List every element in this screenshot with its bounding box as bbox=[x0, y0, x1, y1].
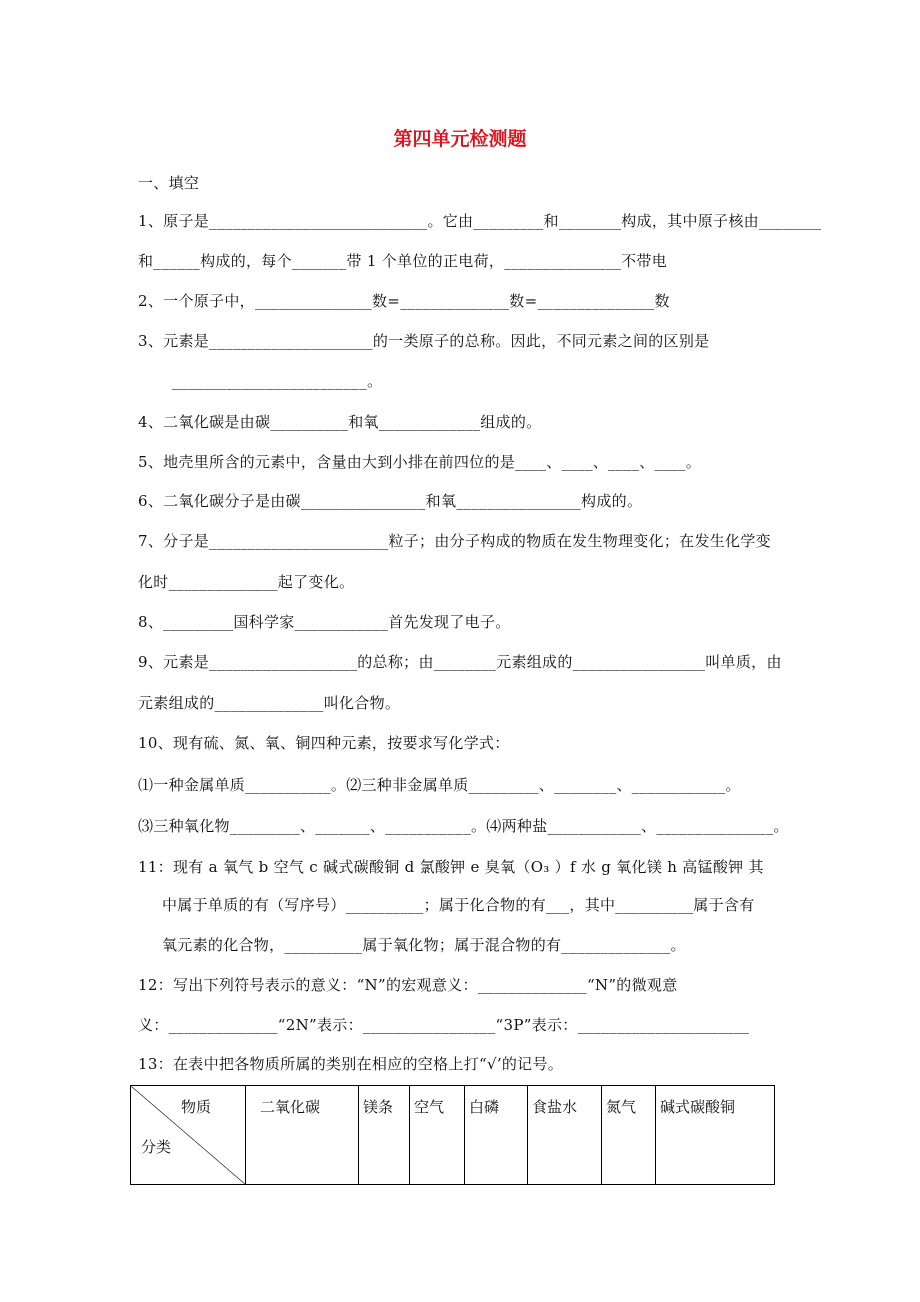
question-line: 8、_________国科学家____________首先发现了电子。 bbox=[138, 613, 511, 631]
question-line: 元素组成的______________叫化合物。 bbox=[138, 694, 401, 712]
classification-table bbox=[130, 1085, 775, 1185]
header-top-label: 物质 bbox=[181, 1098, 212, 1116]
column-header: 食盐水 bbox=[528, 1086, 602, 1185]
column-header: 镁条 bbox=[359, 1086, 410, 1185]
question-line: 13：在表中把各物质所属的类别在相应的空格上打“√’的记号。 bbox=[138, 1055, 564, 1073]
column-header: 氮气 bbox=[602, 1086, 656, 1185]
question-line: ⑴一种金属单质___________。⑵三种非金属单质_________、________、____________。 bbox=[138, 776, 741, 794]
question-line: 5、地壳里所含的元素中，含量由大到小排在前四位的是____、____、____、____。 bbox=[138, 453, 702, 471]
question-line: 10、现有硫、氮、氧、铜四种元素，按要求写化学式： bbox=[138, 734, 510, 752]
diagonal-header-cell bbox=[131, 1086, 246, 1185]
question-line: 12：写出下列符号表示的意义：“N”的宏观意义：______________“N”的微观意 bbox=[138, 976, 678, 994]
question-line: 7、分子是_______________________粒子；由分子构成的物质在发生物理变化；在发生化学变 bbox=[138, 532, 771, 550]
question-line: 11：现有 a 氧气 b 空气 c 碱式碳酸铜 d 氯酸钾 e 臭氧（O₃ ）f 水 g 氧化镁 h 高锰酸钾 其 bbox=[138, 858, 764, 876]
header-bottom-label: 分类 bbox=[141, 1138, 172, 1156]
question-line: 中属于单质的有（写序号）__________；属于化合物的有___，其中__________属于含有 bbox=[162, 896, 755, 914]
page-title: 第四单元检测题 bbox=[393, 128, 527, 150]
question-line: 氧元素的化合物，__________属于氧化物；属于混合物的有______________。 bbox=[162, 936, 686, 954]
question-line: 义：______________“2N”表示：_________________“3P”表示：______________________ bbox=[138, 1016, 750, 1034]
question-line: 和______构成的，每个_______带 1 个单位的正电荷，_______________不带电 bbox=[138, 252, 668, 270]
question-line: 9、元素是___________________的总称；由________元素组成的_________________叫单质，由 bbox=[138, 653, 782, 671]
question-line: 6、二氧化碳分子是由碳________________和氧________________构成的。 bbox=[138, 492, 643, 510]
question-line: ⑶三种氧化物_________、_______、___________。⑷两种盐____________、_______________。 bbox=[138, 817, 789, 835]
column-header: 碱式碳酸铜 bbox=[656, 1086, 775, 1185]
question-line: 化时______________起了变化。 bbox=[138, 573, 355, 591]
section-heading: 一、填空 bbox=[138, 174, 200, 192]
question-line: 4、二氧化碳是由碳__________和氧_____________组成的。 bbox=[138, 413, 542, 431]
question-line: 1、原子是____________________________。它由_________和________构成，其中原子核由________ bbox=[138, 212, 822, 230]
question-line: _________________________。 bbox=[172, 372, 383, 390]
question-line: 2、一个原子中，_______________数=______________数=_______________数 bbox=[138, 292, 670, 310]
question-line: 3、元素是_____________________的一类原子的总称。因此，不同元素之间的区别是 bbox=[138, 332, 710, 350]
column-header: 白磷 bbox=[465, 1086, 528, 1185]
column-header: 二氧化碳 bbox=[246, 1086, 359, 1185]
column-header: 空气 bbox=[410, 1086, 465, 1185]
